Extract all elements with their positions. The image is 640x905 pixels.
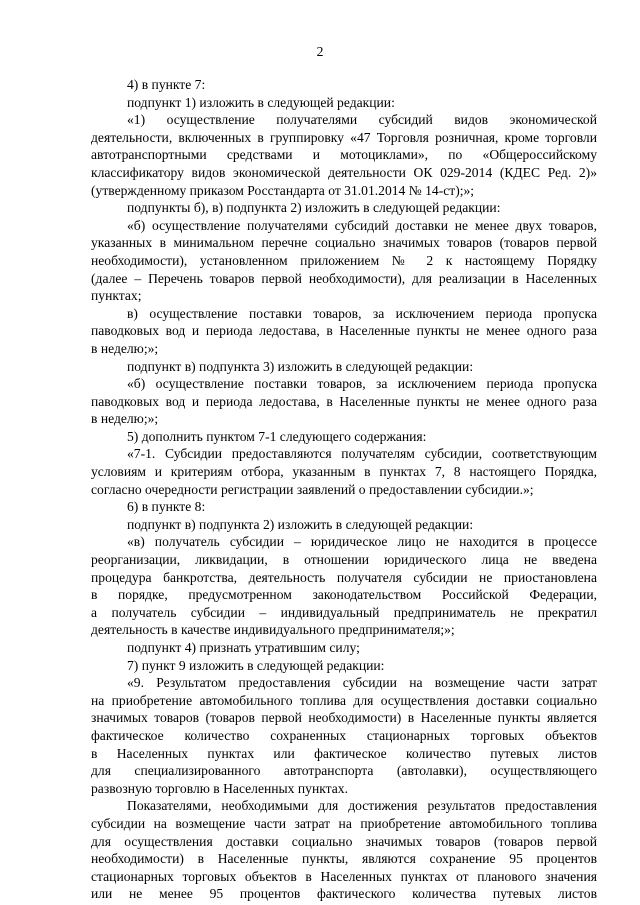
text-line: в) осуществление поставки товаров, за исключением периода пропуска	[127, 305, 597, 321]
text-line: 6) в пункте 8:	[127, 499, 206, 515]
text-line: (далее – Перечень товаров первой необходимости), для реализации в Населенных	[91, 270, 597, 286]
text-line: автотранспортными средствами и мотоциклами», по «Общероссийскому	[91, 147, 597, 163]
text-line: развозную торговлю в Населенных пунктах.	[91, 780, 348, 796]
text-line: подпункт в) подпункта 3) изложить в следующей редакции:	[127, 358, 474, 374]
text-line: (утвержденному приказом Росстандарта от 31.01.2014 № 14-ст);»;	[91, 182, 475, 198]
text-line: субсидии на возмещение части затрат на приобретение автомобильного топлива	[91, 815, 597, 831]
text-line: подпункт в) подпункта 2) изложить в следующей редакции:	[127, 516, 474, 532]
text-line: деятельности, включенных в группировку «47 Торговля розничная, кроме торговли	[91, 129, 597, 145]
text-line: необходимости) в Населенные пункты, являются сохранение 95 процентов	[91, 851, 597, 867]
text-line: согласно очередности регистрации заявлений о предоставлении субсидии.»;	[91, 481, 534, 497]
text-line: подпункты б), в) подпункта 2) изложить в следующей редакции:	[127, 200, 501, 216]
page-number: 2	[316, 44, 324, 59]
text-line: указанных в минимальном перечне социально значимых товаров (товаров первой	[91, 235, 597, 251]
text-line: стационарных торговых объектов в Населенных пунктах от планового значения	[91, 868, 597, 884]
text-line: для специализированного автотранспорта (автолавки), осуществляющего	[91, 763, 597, 779]
text-line: «б) осуществление поставки товаров, за исключением периода пропуска	[127, 376, 597, 392]
text-line: «в) получатель субсидии – юридическое лицо не находится в процессе	[127, 534, 597, 550]
text-line: «9. Результатом предоставления субсидии на возмещение части затрат	[127, 675, 597, 691]
text-line: значимых товаров (товаров первой необходимости) в Населенные пункты является	[91, 710, 597, 726]
text-line: «б) осуществление получателями субсидий доставки не менее двух товаров,	[127, 217, 597, 233]
text-line: пунктах;	[91, 288, 142, 304]
text-line: подпункт 1) изложить в следующей редакции:	[127, 94, 395, 110]
text-line: классификатору видов экономической деятельности ОК 029-2014 (КДЕС Ред. 2)»	[91, 164, 597, 180]
text-line: 4) в пункте 7:	[127, 77, 206, 92]
text-line: в порядке, предусмотренном законодательством Российской Федерации,	[91, 587, 597, 603]
text-line: в Населенных пунктах или фактическое количество путевых листов	[91, 745, 597, 761]
text-line: процедура банкротства, деятельность получателя субсидии не приостановлена	[91, 569, 597, 585]
document-body	[91, 76, 597, 903]
text-line: 7) пункт 9 изложить в следующей редакции:	[127, 657, 385, 673]
text-line: паводковых вод и периода ледостава, в Населенные пункты не менее одного раза	[91, 323, 597, 339]
text-line: Показателями, необходимыми для достижения результатов предоставления	[127, 798, 597, 814]
text-line: подпункт 4) признать утратившим силу;	[127, 640, 360, 655]
text-line: «1) осуществление получателями субсидий видов экономической	[127, 112, 597, 128]
text-line: условиям и критериям отбора, указанным в пунктах 7, 8 настоящего Порядка,	[91, 464, 597, 480]
text-line: а получатель субсидии – индивидуальный предприниматель не прекратил	[91, 604, 597, 620]
text-line: для осуществления доставки социально значимых товаров (товаров первой	[91, 833, 597, 849]
text-line: необходимости), установленном приложением № 2 к настоящему Порядку	[91, 252, 597, 268]
text-line: в неделю;»;	[91, 340, 159, 356]
text-line: деятельность в качестве индивидуального предпринимателя;»;	[91, 622, 455, 638]
text-line: реорганизации, ликвидации, в отношении юридического лица не введена	[91, 552, 597, 568]
text-line: на приобретение автомобильного топлива для осуществления доставки социально	[91, 692, 597, 708]
text-line: или не менее 95 процентов фактического количества путевых листов	[91, 886, 597, 902]
text-line: фактическое количество сохраненных стационарных торговых объектов	[91, 727, 597, 743]
text-line: 5) дополнить пунктом 7-1 следующего содержания:	[127, 428, 427, 444]
text-line: в неделю;»;	[91, 411, 159, 427]
text-line: «7-1. Субсидии предоставляются получателям субсидии, соответствующим	[127, 446, 597, 462]
text-line: паводковых вод и периода ледостава, в Населенные пункты не менее одного раза	[91, 393, 597, 409]
